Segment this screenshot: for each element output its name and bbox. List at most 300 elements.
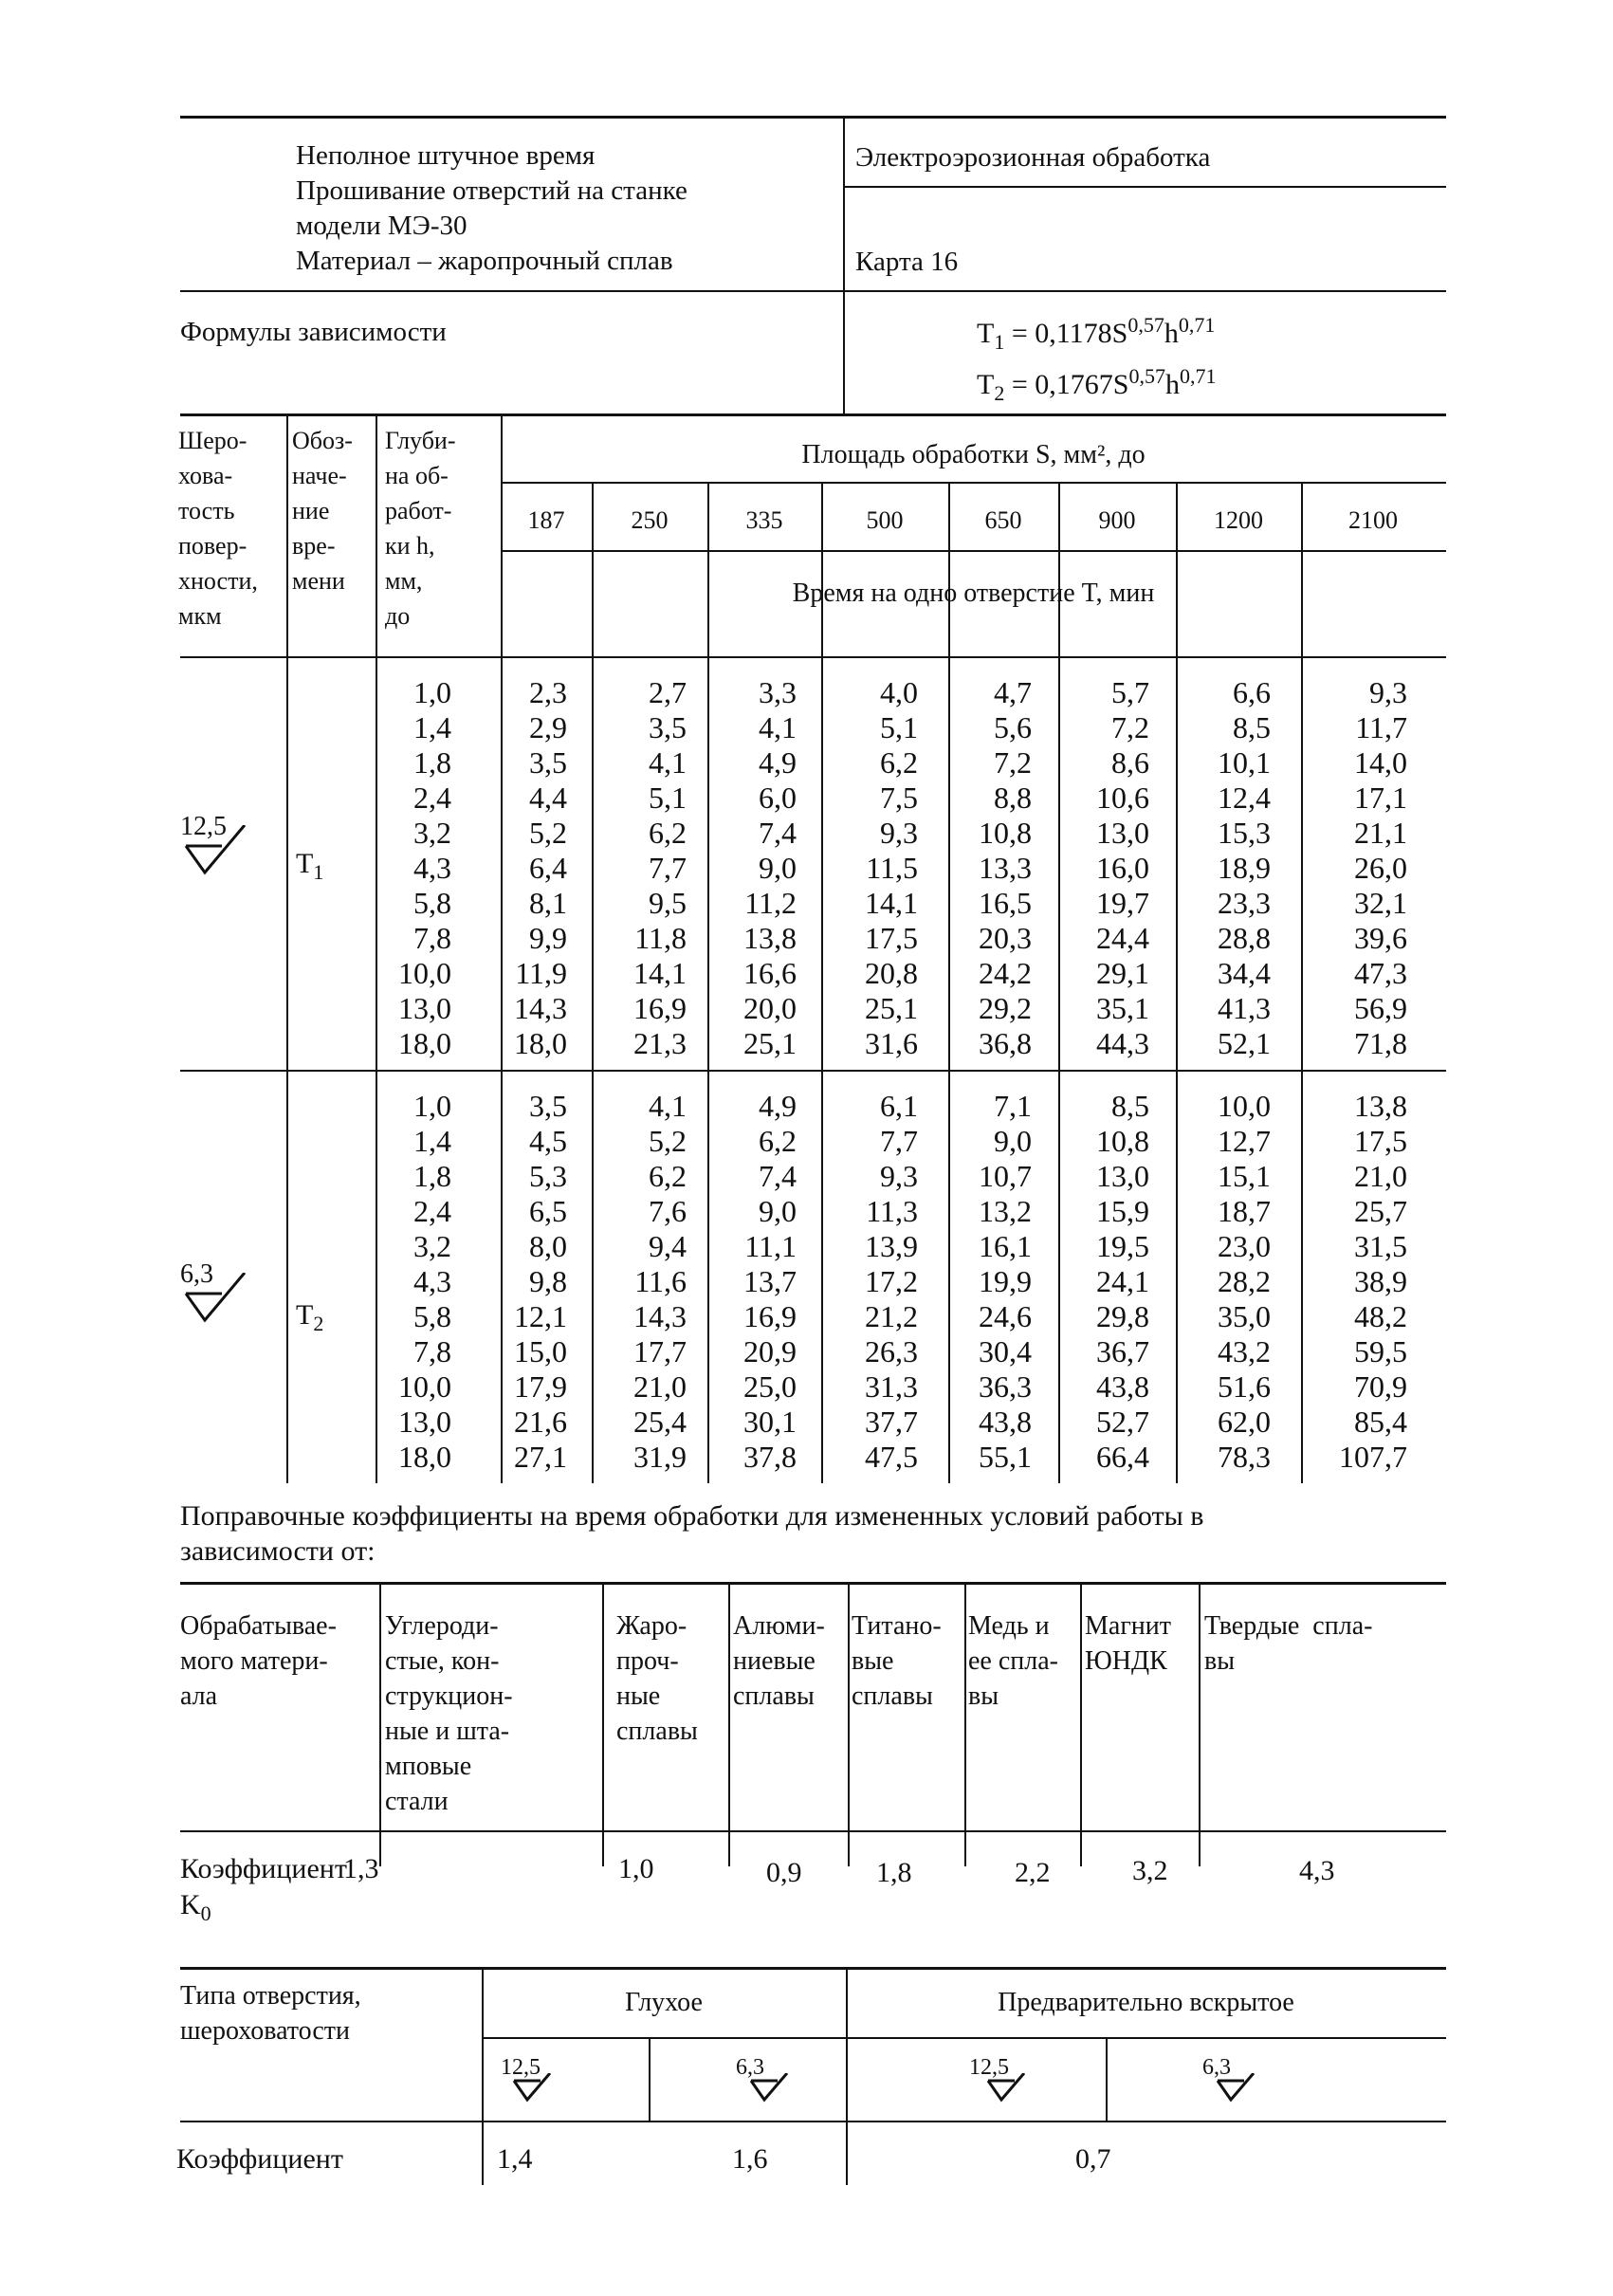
header-top-rule xyxy=(180,116,1446,119)
time-cell: 43,8 xyxy=(1096,1369,1149,1404)
col-line: стые, кон- xyxy=(385,1646,500,1676)
hole-bottom-rule xyxy=(180,2121,1446,2122)
time-cell: 6,6 xyxy=(1233,675,1271,709)
hole-roughness-label: 6,3 xyxy=(736,2055,764,2080)
time-cell: 7,6 xyxy=(649,1194,687,1228)
time-cell: 2,3 xyxy=(529,675,567,709)
depth-cell: 13,0 xyxy=(398,991,451,1025)
hole-roughness-label: 12,5 xyxy=(969,2055,1009,2080)
formula-sub: 1 xyxy=(994,330,1005,354)
time-cell: 11,2 xyxy=(744,886,797,920)
col-line: Медь и xyxy=(968,1611,1050,1641)
formula-rhs: = 0,1178S xyxy=(1011,318,1128,349)
depth-cell: 18,0 xyxy=(398,1026,451,1060)
material-col-magnet xyxy=(1085,1608,1171,1679)
col-rule xyxy=(1080,1582,1082,1866)
time-cell: 4,7 xyxy=(994,675,1032,709)
time-cell: 16,9 xyxy=(743,1299,797,1333)
time-cell: 4,9 xyxy=(759,745,797,780)
hole-roughness-label: 6,3 xyxy=(1202,2055,1231,2080)
time-cell: 19,9 xyxy=(979,1264,1032,1298)
material-bottom-rule xyxy=(180,1830,1446,1832)
depth-cell: 3,2 xyxy=(413,1229,451,1263)
depth-cell: 5,8 xyxy=(413,1299,451,1333)
time-cell: 12,1 xyxy=(514,1299,567,1333)
hole-roughness-label: 12,5 xyxy=(501,2055,541,2080)
depth-cell: 13,0 xyxy=(398,1405,451,1439)
time-cell: 55,1 xyxy=(979,1440,1032,1474)
header-line: Неполное штучное время xyxy=(296,140,596,171)
time-cell: 11,9 xyxy=(515,956,567,990)
depth-cell: 5,8 xyxy=(413,886,451,920)
col-rule xyxy=(964,1582,966,1866)
col-rule xyxy=(649,2037,651,2121)
time-cell: 18,7 xyxy=(1218,1194,1271,1228)
time-cell: 37,7 xyxy=(865,1405,918,1439)
time-cell: 6,2 xyxy=(880,745,918,780)
hole-blind-header: Глухое xyxy=(625,1988,703,2017)
time-cell: 3,3 xyxy=(759,675,797,709)
time-cell: 35,0 xyxy=(1218,1299,1271,1333)
time-cell: 21,6 xyxy=(514,1405,567,1439)
time-cell: 14,0 xyxy=(1354,745,1407,780)
time-cell: 39,6 xyxy=(1354,921,1407,955)
time-cell: 17,1 xyxy=(1354,781,1407,815)
time-cell: 35,1 xyxy=(1096,991,1149,1025)
table-head-bottom-rule xyxy=(180,656,1446,658)
material-col-heat-resistant xyxy=(616,1608,698,1749)
coef-sub: 0 xyxy=(200,1901,211,1925)
time-cell: 25,7 xyxy=(1354,1194,1407,1228)
material-coef-value: 3,2 xyxy=(1132,1855,1168,1886)
time-cell: 10,8 xyxy=(1096,1124,1149,1158)
col-header-roughness xyxy=(178,423,258,634)
time-cell: 2,7 xyxy=(649,675,687,709)
time-cell: 25,1 xyxy=(865,991,918,1025)
roughness-symbol-icon xyxy=(749,2073,797,2103)
time-cell: 9,4 xyxy=(649,1229,687,1263)
material-col-aluminium xyxy=(733,1608,825,1714)
formula-exp: 0,57 xyxy=(1127,313,1164,337)
col-line: сплавы xyxy=(852,1681,933,1711)
time-cell: 17,5 xyxy=(865,921,918,955)
header-line: модели МЭ-30 xyxy=(296,211,467,241)
designation-letter: T xyxy=(296,1299,314,1331)
col-rule xyxy=(379,1582,381,1866)
time-cell: 6,4 xyxy=(529,851,567,885)
time-cell: 5,2 xyxy=(649,1124,687,1158)
formula-t2 xyxy=(977,364,1216,406)
time-cell: 15,9 xyxy=(1096,1194,1149,1228)
time-cell: 41,3 xyxy=(1218,991,1271,1025)
time-cell: 13,7 xyxy=(743,1264,797,1298)
area-value: 250 xyxy=(631,506,669,534)
time-cell: 24,4 xyxy=(1096,921,1149,955)
col-line: Титано- xyxy=(852,1611,942,1641)
time-cell: 78,3 xyxy=(1218,1440,1271,1474)
col-line: струкцион- xyxy=(385,1681,513,1711)
hole-top-rule xyxy=(180,1967,1446,1970)
time-cell: 25,0 xyxy=(743,1369,797,1404)
header-text: мм, xyxy=(385,567,423,595)
time-cell: 17,9 xyxy=(514,1369,567,1404)
intro-line: Поправочные коэффициенты на время обработки для измененных условий работы в xyxy=(180,1500,1204,1532)
time-cell: 13,3 xyxy=(979,851,1032,885)
hole-coef-value: 1,6 xyxy=(732,2143,768,2175)
col-rule xyxy=(728,1582,730,1866)
roughness-symbol-icon xyxy=(178,825,254,884)
header-text: Глуби- xyxy=(385,427,456,454)
header-text: работ- xyxy=(385,497,452,524)
hole-coef-value: 1,4 xyxy=(497,2143,533,2175)
time-cell: 52,7 xyxy=(1096,1405,1149,1439)
time-cell: 15,0 xyxy=(514,1334,567,1368)
time-cell: 21,2 xyxy=(865,1299,918,1333)
time-cell: 31,3 xyxy=(865,1369,918,1404)
time-cell: 7,4 xyxy=(759,816,797,850)
formula-exp: 0,71 xyxy=(1179,364,1217,388)
header-text: Шеро- xyxy=(178,427,247,454)
material-coef-value: 1,0 xyxy=(618,1853,654,1884)
depth-cell: 2,4 xyxy=(413,781,451,815)
col-line: вы xyxy=(968,1681,999,1711)
header-text: ки h, xyxy=(385,532,435,560)
time-cell: 25,4 xyxy=(633,1405,687,1439)
formula-lhs: T xyxy=(977,369,995,400)
time-cell: 8,5 xyxy=(1233,710,1271,744)
depth-cell: 1,8 xyxy=(413,745,451,780)
time-cell: 21,0 xyxy=(633,1369,687,1404)
material-coef-value: 2,2 xyxy=(1015,1857,1051,1888)
time-cell: 24,1 xyxy=(1096,1264,1149,1298)
depth-cell: 7,8 xyxy=(413,921,451,955)
area-value: 1200 xyxy=(1214,506,1263,534)
material-col-carbon-steel xyxy=(385,1608,513,1819)
time-cell: 11,8 xyxy=(634,921,687,955)
time-cell: 16,9 xyxy=(633,991,687,1025)
formula-h: h xyxy=(1164,318,1179,349)
time-cell: 31,9 xyxy=(633,1440,687,1474)
time-cell: 23,0 xyxy=(1218,1229,1271,1263)
col-header-designation xyxy=(292,423,353,598)
col-rule xyxy=(602,1582,604,1866)
time-cell: 37,8 xyxy=(743,1440,797,1474)
time-cell: 17,2 xyxy=(865,1264,918,1298)
depth-cell: 1,8 xyxy=(413,1159,451,1193)
time-cell: 9,5 xyxy=(649,886,687,920)
time-cell: 29,2 xyxy=(979,991,1032,1025)
header-text: тость xyxy=(178,497,235,524)
time-cell: 28,8 xyxy=(1218,921,1271,955)
header-text: повер- xyxy=(178,532,247,560)
time-cell: 70,9 xyxy=(1354,1369,1407,1404)
time-cell: 4,0 xyxy=(880,675,918,709)
time-cell: 14,3 xyxy=(633,1299,687,1333)
depth-cell: 2,4 xyxy=(413,1194,451,1228)
time-cell: 4,4 xyxy=(529,781,567,815)
time-designation-t2 xyxy=(296,1301,323,1334)
time-cell: 18,9 xyxy=(1218,851,1271,885)
header-text: на об- xyxy=(385,462,449,489)
col-header-depth xyxy=(385,423,456,634)
coef-letter: K xyxy=(180,1889,201,1920)
time-cell: 6,2 xyxy=(759,1124,797,1158)
depth-cell: 1,0 xyxy=(413,1089,451,1123)
area-value: 2100 xyxy=(1348,506,1398,534)
time-cell: 7,2 xyxy=(994,745,1032,780)
time-cell: 13,8 xyxy=(1354,1089,1407,1123)
formula-sub: 2 xyxy=(994,381,1005,405)
time-cell: 14,1 xyxy=(633,956,687,990)
time-cell: 5,1 xyxy=(649,781,687,815)
material-col-hard-alloys xyxy=(1204,1608,1372,1679)
time-cell: 10,7 xyxy=(979,1159,1032,1193)
time-cell: 17,7 xyxy=(633,1334,687,1368)
formula-lhs: T xyxy=(977,318,995,349)
col-line: Твердые спла- xyxy=(1204,1611,1373,1641)
area-header: Площадь обработки S, мм², до xyxy=(801,440,1146,469)
roughness-label: 12,5 xyxy=(180,812,227,841)
time-cell: 8,0 xyxy=(529,1229,567,1263)
header-text: мкм xyxy=(178,602,222,630)
depth-cell: 7,8 xyxy=(413,1334,451,1368)
label-line: Типа отверстия, xyxy=(180,1981,361,2011)
col-line: ные и шта- xyxy=(385,1717,510,1746)
time-cell: 59,5 xyxy=(1354,1334,1407,1368)
label-line: шероховатости xyxy=(180,2016,350,2046)
material-col-titanium xyxy=(852,1608,942,1714)
time-cell: 56,9 xyxy=(1354,991,1407,1025)
col-line: Жаро- xyxy=(616,1611,687,1641)
time-cell: 13,2 xyxy=(979,1194,1032,1228)
formula-exp: 0,57 xyxy=(1128,364,1165,388)
time-cell: 9,0 xyxy=(759,851,797,885)
col-line: сплавы xyxy=(616,1717,698,1746)
time-cell: 5,6 xyxy=(994,710,1032,744)
time-cell: 26,0 xyxy=(1354,851,1407,885)
time-cell: 71,8 xyxy=(1354,1026,1407,1060)
material-coef-value: 1,8 xyxy=(876,1857,912,1888)
time-cell: 27,1 xyxy=(514,1440,567,1474)
corrections-intro xyxy=(180,1498,1203,1569)
hole-coef-label: Коэффициент xyxy=(176,2143,343,2175)
header-text: хности, xyxy=(178,567,258,595)
time-cell: 44,3 xyxy=(1096,1026,1149,1060)
time-cell: 20,9 xyxy=(743,1334,797,1368)
header-right-title: Электроэрозионная обработка xyxy=(855,142,1211,173)
intro-line: зависимости от: xyxy=(180,1535,376,1567)
col-rule xyxy=(848,1582,850,1866)
col-line: мповые xyxy=(385,1752,472,1781)
time-cell: 15,1 xyxy=(1218,1159,1271,1193)
depth-cell: 1,4 xyxy=(413,1124,451,1158)
material-top-rule xyxy=(180,1582,1446,1585)
time-cell: 2,9 xyxy=(529,710,567,744)
time-cell: 31,5 xyxy=(1354,1229,1407,1263)
time-cell: 7,2 xyxy=(1111,710,1149,744)
header-text: наче- xyxy=(292,462,347,489)
time-cell: 9,0 xyxy=(994,1124,1032,1158)
material-coef-value: 1,3 xyxy=(343,1853,379,1884)
header-text: вре- xyxy=(292,532,336,560)
label-line: Обрабатывае- xyxy=(180,1611,337,1641)
col-line: вы xyxy=(1204,1646,1236,1676)
time-cell: 20,3 xyxy=(979,921,1032,955)
col-line: проч- xyxy=(616,1646,679,1676)
header-text: мени xyxy=(292,567,345,595)
roughness-label: 6,3 xyxy=(180,1259,213,1289)
time-cell: 6,2 xyxy=(649,1159,687,1193)
time-cell: 36,7 xyxy=(1096,1334,1149,1368)
time-cell: 43,8 xyxy=(979,1405,1032,1439)
time-cell: 85,4 xyxy=(1354,1405,1407,1439)
hole-label xyxy=(180,1978,361,2048)
time-cell: 6,1 xyxy=(880,1089,918,1123)
time-cell: 47,5 xyxy=(865,1440,918,1474)
time-cell: 10,8 xyxy=(979,816,1032,850)
time-cell: 5,3 xyxy=(529,1159,567,1193)
area-value: 500 xyxy=(866,506,904,534)
header-text: хова- xyxy=(178,462,233,489)
time-cell: 19,5 xyxy=(1096,1229,1149,1263)
formula-rhs: = 0,1767S xyxy=(1011,369,1129,400)
col-line: ЮНДК xyxy=(1085,1646,1167,1676)
table-top-rule xyxy=(180,413,1446,416)
time-cell: 51,6 xyxy=(1218,1369,1271,1404)
time-cell: 18,0 xyxy=(514,1026,567,1060)
time-cell: 7,1 xyxy=(994,1089,1032,1123)
hole-mid-rule xyxy=(482,2037,1446,2039)
time-cell: 43,2 xyxy=(1218,1334,1271,1368)
time-cell: 34,4 xyxy=(1218,956,1271,990)
time-cell: 5,1 xyxy=(880,710,918,744)
time-cell: 29,8 xyxy=(1096,1299,1149,1333)
time-cell: 31,6 xyxy=(865,1026,918,1060)
time-cell: 36,8 xyxy=(979,1026,1032,1060)
col-rule xyxy=(286,413,288,1483)
time-cell: 17,5 xyxy=(1354,1124,1407,1158)
time-cell: 12,7 xyxy=(1218,1124,1271,1158)
time-cell: 16,1 xyxy=(979,1229,1032,1263)
header-line: Прошивание отверстий на станке xyxy=(296,175,687,206)
time-cell: 16,5 xyxy=(979,886,1032,920)
time-cell: 11,7 xyxy=(1355,710,1407,744)
label-line: мого матери- xyxy=(180,1646,328,1676)
roughness-symbol-icon xyxy=(178,1273,254,1332)
time-cell: 8,5 xyxy=(1111,1089,1149,1123)
time-cell: 12,4 xyxy=(1218,781,1271,815)
time-cell: 66,4 xyxy=(1096,1440,1149,1474)
time-header: Время на одно отверстие T, мин xyxy=(792,579,1155,608)
formulas-label: Формулы зависимости xyxy=(180,317,447,347)
col-line: ниевые xyxy=(733,1646,816,1676)
header-text: до xyxy=(385,602,411,630)
time-cell: 4,1 xyxy=(649,745,687,780)
time-cell: 19,7 xyxy=(1096,886,1149,920)
time-cell: 47,3 xyxy=(1354,956,1407,990)
time-cell: 38,9 xyxy=(1354,1264,1407,1298)
header-right-rule xyxy=(843,186,1446,188)
time-cell: 11,1 xyxy=(744,1229,797,1263)
time-cell: 4,1 xyxy=(759,710,797,744)
time-cell: 4,1 xyxy=(649,1089,687,1123)
area-value: 187 xyxy=(527,506,565,534)
col-line: сплавы xyxy=(733,1681,815,1711)
formula-t1 xyxy=(977,313,1215,355)
material-coef-value: 4,3 xyxy=(1299,1855,1335,1886)
time-cell: 20,0 xyxy=(743,991,797,1025)
time-cell: 9,9 xyxy=(529,921,567,955)
time-cell: 16,0 xyxy=(1096,851,1149,885)
depth-cell: 10,0 xyxy=(398,1369,451,1404)
area-value: 335 xyxy=(745,506,783,534)
time-cell: 3,5 xyxy=(649,710,687,744)
time-cell: 11,6 xyxy=(634,1264,687,1298)
depth-cell: 1,4 xyxy=(413,710,451,744)
time-cell: 21,3 xyxy=(633,1026,687,1060)
header-bottom-rule xyxy=(180,290,1446,292)
time-designation-t1 xyxy=(296,850,323,883)
time-cell: 11,5 xyxy=(866,851,918,885)
area-values-rule xyxy=(501,550,1446,552)
material-col-copper xyxy=(968,1608,1058,1714)
time-cell: 3,5 xyxy=(529,745,567,780)
time-cell: 8,8 xyxy=(994,781,1032,815)
time-cell: 7,5 xyxy=(880,781,918,815)
time-cell: 25,1 xyxy=(743,1026,797,1060)
header-text: ние xyxy=(292,497,330,524)
time-cell: 13,8 xyxy=(743,921,797,955)
time-cell: 9,3 xyxy=(880,1159,918,1193)
roughness-symbol-icon xyxy=(1216,2073,1263,2103)
time-cell: 14,1 xyxy=(865,886,918,920)
area-value: 650 xyxy=(984,506,1022,534)
card-number: Карта 16 xyxy=(855,247,959,277)
formula-exp: 0,71 xyxy=(1178,313,1216,337)
designation-sub: 1 xyxy=(313,860,324,884)
time-cell: 4,9 xyxy=(759,1089,797,1123)
col-line: Углероди- xyxy=(385,1611,499,1641)
material-coef-symbol xyxy=(180,1891,211,1924)
time-cell: 16,6 xyxy=(743,956,797,990)
time-cell: 32,1 xyxy=(1354,886,1407,920)
time-cell: 9,8 xyxy=(529,1264,567,1298)
time-cell: 36,3 xyxy=(979,1369,1032,1404)
header-text: Обоз- xyxy=(292,427,353,454)
time-cell: 107,7 xyxy=(1339,1440,1407,1474)
time-cell: 30,1 xyxy=(743,1405,797,1439)
time-cell: 7,7 xyxy=(649,851,687,885)
time-cell: 10,0 xyxy=(1218,1089,1271,1123)
time-cell: 6,0 xyxy=(759,781,797,815)
time-cell: 48,2 xyxy=(1354,1299,1407,1333)
time-cell: 28,2 xyxy=(1218,1264,1271,1298)
designation-sub: 2 xyxy=(313,1312,324,1335)
depth-cell: 18,0 xyxy=(398,1440,451,1474)
roughness-symbol-icon xyxy=(512,2073,559,2103)
area-value: 900 xyxy=(1098,506,1136,534)
time-cell: 10,6 xyxy=(1096,781,1149,815)
time-cell: 7,4 xyxy=(759,1159,797,1193)
col-line: вые xyxy=(852,1646,894,1676)
time-cell: 24,6 xyxy=(979,1299,1032,1333)
time-cell: 23,3 xyxy=(1218,886,1271,920)
designation-letter: T xyxy=(296,848,314,879)
time-cell: 9,3 xyxy=(1369,675,1407,709)
material-coef-value: 0,9 xyxy=(766,1857,802,1888)
time-cell: 62,0 xyxy=(1218,1405,1271,1439)
col-line: стали xyxy=(385,1787,449,1816)
